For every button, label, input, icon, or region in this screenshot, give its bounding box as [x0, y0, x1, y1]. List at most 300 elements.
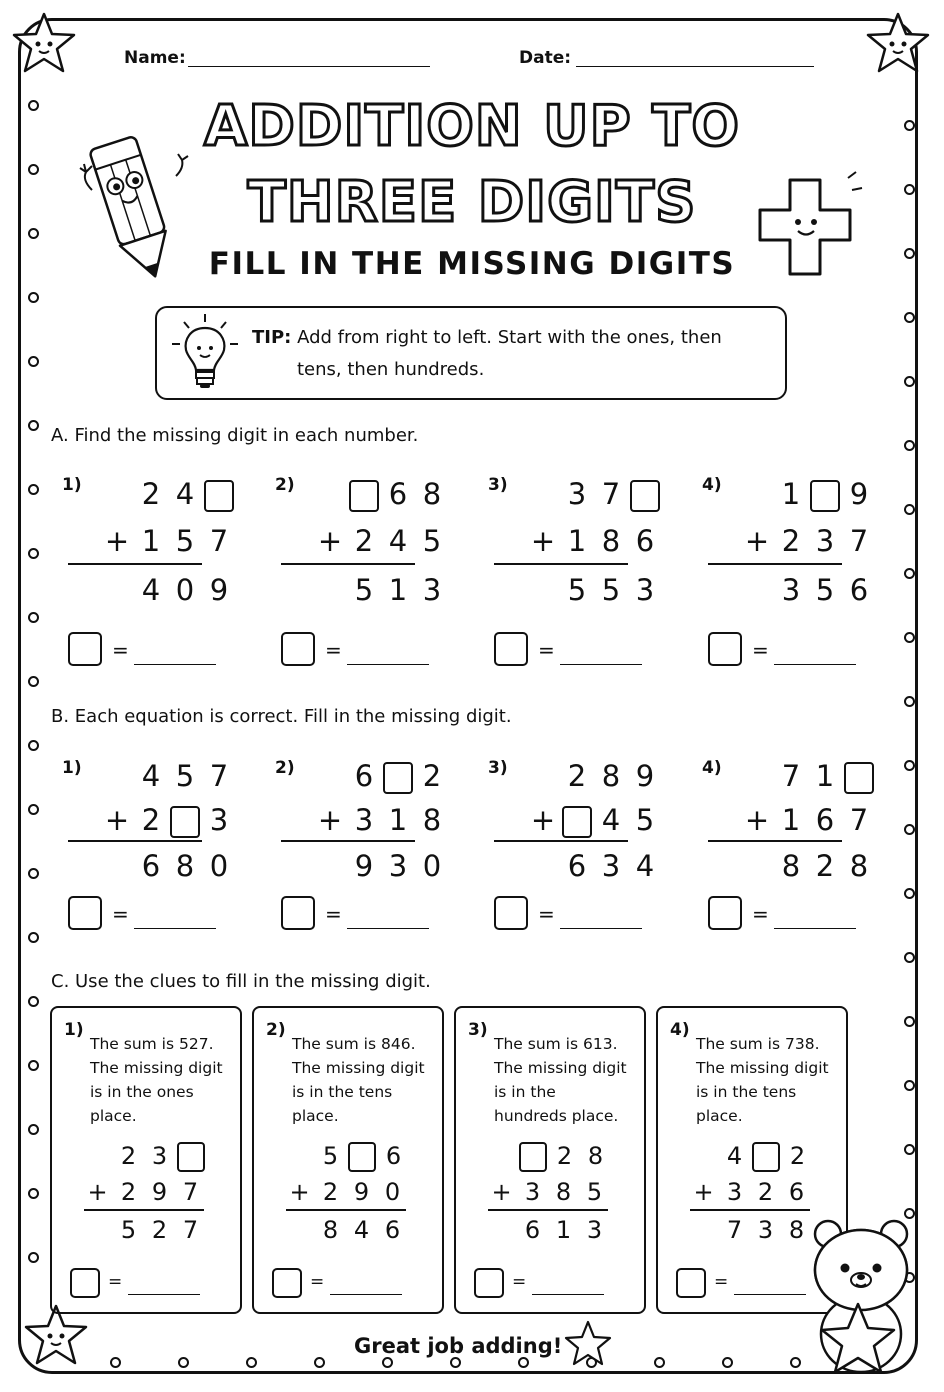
addition-problem	[313, 471, 449, 614]
digit: 9	[151, 1178, 168, 1206]
clue-line: place.	[292, 1107, 339, 1125]
digit: 2	[781, 524, 801, 558]
plus-sign: +	[744, 524, 770, 558]
plus-sign: +	[491, 1178, 512, 1206]
answer-box[interactable]	[494, 896, 528, 930]
missing-digit-box[interactable]	[348, 1142, 376, 1172]
answer-line[interactable]	[774, 664, 856, 665]
problem-number: 3)	[468, 1020, 488, 1040]
equals-sign: =	[325, 902, 342, 926]
star-outline-icon	[562, 1318, 614, 1370]
equals-sign: =	[108, 1272, 123, 1292]
answer-box[interactable]	[708, 896, 742, 930]
answer-line[interactable]	[560, 664, 642, 665]
sum-line	[68, 563, 202, 565]
answer-box[interactable]	[676, 1268, 706, 1298]
addend-number	[688, 1174, 813, 1210]
problem-number: 4)	[702, 758, 722, 778]
digit: 1	[555, 1216, 572, 1244]
digit: 7	[601, 477, 621, 511]
border-dot	[904, 824, 915, 835]
digit: 0	[422, 849, 442, 883]
digit: 5	[601, 573, 621, 607]
border-dot	[904, 696, 915, 707]
digit: 7	[781, 759, 801, 793]
section-c-title: C. Use the clues to fill in the missing digit.	[51, 971, 431, 992]
digit: 2	[141, 477, 161, 511]
digit: 4	[175, 477, 195, 511]
digit: 8	[422, 477, 442, 511]
sum-line	[286, 1209, 406, 1211]
sum-line	[690, 1209, 810, 1211]
digit: 2	[567, 759, 587, 793]
digit: 1	[781, 477, 801, 511]
border-dot	[246, 1357, 257, 1368]
answer-line[interactable]	[347, 928, 429, 929]
addition-problem	[688, 1138, 813, 1248]
clue-line: The missing digit	[696, 1059, 829, 1077]
top-number	[740, 754, 876, 798]
digit: 8	[322, 1216, 339, 1244]
answer-box[interactable]	[70, 1268, 100, 1298]
digit: 3	[524, 1178, 541, 1206]
digit: 4	[601, 803, 621, 837]
missing-digit-box[interactable]	[630, 480, 660, 512]
top-number	[526, 754, 662, 798]
top-number	[313, 754, 449, 798]
sum-number	[313, 844, 449, 888]
equals-sign: =	[512, 1272, 527, 1292]
answer-box[interactable]	[68, 896, 102, 930]
digit: 2	[120, 1142, 137, 1170]
digit: 1	[388, 803, 408, 837]
lightbulb-icon	[170, 312, 240, 394]
footer-text: Great job adding!	[354, 1334, 563, 1358]
sum-line	[281, 840, 415, 842]
digit: 6	[384, 1216, 401, 1244]
name-label: Name:	[124, 48, 186, 68]
border-dot	[28, 1252, 39, 1263]
sum-number	[526, 844, 662, 888]
digit: 6	[635, 524, 655, 558]
digit: 7	[209, 524, 229, 558]
problem-number: 3)	[488, 475, 508, 495]
addition-problem	[313, 754, 449, 888]
addend-number	[526, 798, 662, 842]
digit: 3	[781, 573, 801, 607]
tip-box	[155, 306, 787, 400]
digit: 5	[354, 573, 374, 607]
digit: 6	[354, 759, 374, 793]
sum-number	[313, 567, 449, 614]
digit: 4	[353, 1216, 370, 1244]
digit: 3	[726, 1178, 743, 1206]
border-dot	[722, 1357, 733, 1368]
digit: 6	[815, 803, 835, 837]
addend-number	[740, 518, 876, 565]
border-dot	[518, 1357, 529, 1368]
border-dot	[904, 1080, 915, 1091]
answer-line[interactable]	[134, 928, 216, 929]
clue-text	[494, 1032, 627, 1128]
border-dot	[450, 1357, 461, 1368]
top-number	[82, 1138, 207, 1174]
equals-sign: =	[310, 1272, 325, 1292]
border-dot	[314, 1357, 325, 1368]
digit: 5	[567, 573, 587, 607]
digit: 2	[141, 803, 161, 837]
border-dot	[28, 612, 39, 623]
title-line-2: THREE DIGITS	[247, 170, 697, 235]
equals-sign: =	[752, 902, 769, 926]
missing-digit-box[interactable]	[177, 1142, 205, 1172]
digit: 0	[384, 1178, 401, 1206]
top-number	[526, 471, 662, 518]
clue-text	[292, 1032, 425, 1128]
border-dot	[904, 760, 915, 771]
border-dot	[178, 1357, 189, 1368]
equals-sign: =	[112, 902, 129, 926]
digit: 3	[422, 573, 442, 607]
digit: 7	[209, 759, 229, 793]
sum-line	[494, 563, 628, 565]
clue-line: is in the tens	[696, 1083, 797, 1101]
border-dot	[904, 312, 915, 323]
top-number	[100, 471, 236, 518]
clue-text	[90, 1032, 223, 1128]
border-dot	[904, 568, 915, 579]
top-number	[313, 471, 449, 518]
digit: 6	[849, 573, 869, 607]
plus-sign: +	[104, 803, 130, 837]
clue-line: is in the tens	[292, 1083, 393, 1101]
clue-line: hundreds place.	[494, 1107, 619, 1125]
problem-number: 1)	[62, 475, 82, 495]
digit: 8	[555, 1178, 572, 1206]
star-face-icon	[862, 8, 934, 80]
digit: 3	[586, 1216, 603, 1244]
border-dot	[904, 632, 915, 643]
digit: 5	[322, 1142, 339, 1170]
digit: 2	[120, 1178, 137, 1206]
answer-line[interactable]	[128, 1294, 200, 1295]
problem-number: 4)	[702, 475, 722, 495]
digit: 2	[354, 524, 374, 558]
missing-digit-box[interactable]	[170, 806, 200, 838]
border-dot	[110, 1357, 121, 1368]
clue-text	[696, 1032, 829, 1128]
answer-line[interactable]	[734, 1294, 806, 1295]
clue-line: The missing digit	[292, 1059, 425, 1077]
tip-label: TIP:	[252, 327, 292, 348]
digit: 3	[815, 524, 835, 558]
digit: 8	[175, 849, 195, 883]
sum-line	[84, 1209, 204, 1211]
plus-sign: +	[530, 524, 556, 558]
equals-sign: =	[112, 638, 129, 662]
section-a-title: A. Find the missing digit in each number.	[51, 425, 419, 446]
date-label: Date:	[519, 48, 572, 68]
border-dot	[28, 868, 39, 879]
answer-box[interactable]	[494, 632, 528, 666]
digit: 2	[322, 1178, 339, 1206]
sum-number	[100, 844, 236, 888]
digit: 1	[141, 524, 161, 558]
missing-digit-box[interactable]	[204, 480, 234, 512]
problem-number: 2)	[266, 1020, 286, 1040]
border-dot	[28, 1124, 39, 1135]
answer-line[interactable]	[134, 664, 216, 665]
border-dot	[28, 676, 39, 687]
border-dot	[904, 1016, 915, 1027]
digit: 8	[601, 524, 621, 558]
border-dot	[28, 996, 39, 1007]
top-number	[688, 1138, 813, 1174]
digit: 3	[635, 573, 655, 607]
plus-sign: +	[87, 1178, 108, 1206]
sum-number	[82, 1212, 207, 1248]
plus-sign: +	[693, 1178, 714, 1206]
digit: 7	[849, 803, 869, 837]
sum-number	[486, 1212, 611, 1248]
tip-line-1: Add from right to left. Start with the ones, then	[297, 327, 722, 348]
addition-problem	[526, 754, 662, 888]
top-number	[100, 754, 236, 798]
digit: 2	[422, 759, 442, 793]
digit: 8	[849, 849, 869, 883]
problem-number: 3)	[488, 758, 508, 778]
answer-line[interactable]	[330, 1294, 402, 1295]
name-line[interactable]	[188, 66, 430, 67]
border-dot	[28, 420, 39, 431]
addend-number	[526, 518, 662, 565]
digit: 6	[524, 1216, 541, 1244]
addition-problem	[740, 754, 876, 888]
digit: 2	[556, 1142, 573, 1170]
digit: 4	[141, 759, 161, 793]
addition-problem	[82, 1138, 207, 1248]
border-dot	[904, 952, 915, 963]
border-dot	[28, 740, 39, 751]
digit: 5	[120, 1216, 137, 1244]
subtitle: FILL IN THE MISSING DIGITS	[208, 246, 736, 282]
clue-line: place.	[90, 1107, 137, 1125]
addend-number	[313, 798, 449, 842]
digit: 1	[388, 573, 408, 607]
digit: 5	[815, 573, 835, 607]
digit: 3	[209, 803, 229, 837]
top-number	[486, 1138, 611, 1174]
digit: 7	[849, 524, 869, 558]
answer-line[interactable]	[532, 1294, 604, 1295]
equals-sign: =	[325, 638, 342, 662]
digit: 8	[788, 1216, 805, 1244]
plus-sign: +	[289, 1178, 310, 1206]
equals-sign: =	[538, 638, 555, 662]
missing-digit-box[interactable]	[349, 480, 379, 512]
pencil-character-icon	[72, 120, 192, 290]
border-dot	[28, 484, 39, 495]
digit: 0	[175, 573, 195, 607]
sum-line	[708, 563, 842, 565]
answer-box[interactable]	[272, 1268, 302, 1298]
digit: 3	[354, 803, 374, 837]
tip-line-2: tens, then hundreds.	[297, 359, 485, 380]
answer-line[interactable]	[347, 664, 429, 665]
bear-with-star-icon	[800, 1212, 926, 1378]
clue-line: is in the	[494, 1083, 556, 1101]
plus-sign: +	[530, 803, 556, 837]
digit: 6	[141, 849, 161, 883]
digit: 5	[586, 1178, 603, 1206]
missing-digit-box[interactable]	[519, 1142, 547, 1172]
border-dot	[654, 1357, 665, 1368]
clue-line: place.	[696, 1107, 743, 1125]
digit: 2	[151, 1216, 168, 1244]
digit: 4	[388, 524, 408, 558]
digit: 7	[182, 1178, 199, 1206]
digit: 4	[635, 849, 655, 883]
border-dot	[904, 504, 915, 515]
digit: 1	[815, 759, 835, 793]
border-dot	[904, 376, 915, 387]
border-dot	[28, 804, 39, 815]
sum-line	[488, 1209, 608, 1211]
problem-number: 4)	[670, 1020, 690, 1040]
digit: 9	[354, 849, 374, 883]
sum-number	[688, 1212, 813, 1248]
addend-number	[486, 1174, 611, 1210]
addend-number	[100, 518, 236, 565]
digit: 5	[635, 803, 655, 837]
border-dot	[28, 356, 39, 367]
star-face-icon	[8, 8, 80, 80]
border-dot	[28, 548, 39, 559]
border-dot	[904, 888, 915, 899]
date-line[interactable]	[576, 66, 814, 67]
equals-sign: =	[714, 1272, 729, 1292]
section-b-title: B. Each equation is correct. Fill in the missing digit.	[51, 706, 512, 727]
missing-digit-box[interactable]	[810, 480, 840, 512]
digit: 6	[385, 1142, 402, 1170]
addend-number	[100, 798, 236, 842]
sum-line	[708, 840, 842, 842]
digit: 3	[567, 477, 587, 511]
addend-number	[284, 1174, 409, 1210]
answer-line[interactable]	[774, 928, 856, 929]
digit: 9	[209, 573, 229, 607]
digit: 4	[726, 1142, 743, 1170]
top-number	[284, 1138, 409, 1174]
sum-line	[281, 563, 415, 565]
top-number	[740, 471, 876, 518]
digit: 1	[781, 803, 801, 837]
clue-line: The missing digit	[90, 1059, 223, 1077]
digit: 6	[567, 849, 587, 883]
answer-box[interactable]	[281, 632, 315, 666]
answer-box[interactable]	[68, 632, 102, 666]
missing-digit-box[interactable]	[383, 762, 413, 794]
plus-sign: +	[104, 524, 130, 558]
border-dot	[28, 1060, 39, 1071]
answer-box[interactable]	[281, 896, 315, 930]
clue-line: The sum is 846.	[292, 1035, 416, 1053]
title-line-1: ADDITION UP TO	[204, 94, 740, 159]
digit: 8	[587, 1142, 604, 1170]
digit: 9	[353, 1178, 370, 1206]
digit: 2	[789, 1142, 806, 1170]
digit: 7	[726, 1216, 743, 1244]
clue-line: The sum is 527.	[90, 1035, 214, 1053]
missing-digit-box[interactable]	[562, 806, 592, 838]
digit: 5	[175, 759, 195, 793]
digit: 3	[388, 849, 408, 883]
missing-digit-box[interactable]	[752, 1142, 780, 1172]
plus-sign: +	[317, 524, 343, 558]
plus-character-icon	[752, 170, 864, 290]
sum-number	[284, 1212, 409, 1248]
addition-problem	[100, 754, 236, 888]
addend-number	[313, 518, 449, 565]
addition-problem	[100, 471, 236, 614]
answer-box[interactable]	[708, 632, 742, 666]
clue-line: The sum is 613.	[494, 1035, 618, 1053]
sum-number	[740, 844, 876, 888]
addend-number	[740, 798, 876, 842]
border-dot	[904, 440, 915, 451]
digit: 8	[781, 849, 801, 883]
sum-number	[100, 567, 236, 614]
plus-sign: +	[744, 803, 770, 837]
border-dot	[28, 932, 39, 943]
answer-box[interactable]	[474, 1268, 504, 1298]
digit: 0	[209, 849, 229, 883]
digit: 2	[815, 849, 835, 883]
problem-number: 2)	[275, 475, 295, 495]
clue-line: The missing digit	[494, 1059, 627, 1077]
addition-problem	[740, 471, 876, 614]
sum-number	[526, 567, 662, 614]
addition-problem	[526, 471, 662, 614]
sum-line	[494, 840, 628, 842]
addend-number	[82, 1174, 207, 1210]
border-dot	[382, 1357, 393, 1368]
border-dot	[904, 1144, 915, 1155]
digit: 9	[849, 477, 869, 511]
sum-number	[740, 567, 876, 614]
digit: 5	[175, 524, 195, 558]
addition-problem	[486, 1138, 611, 1248]
digit: 7	[182, 1216, 199, 1244]
digit: 2	[757, 1178, 774, 1206]
sum-line	[68, 840, 202, 842]
problem-number: 1)	[62, 758, 82, 778]
plus-sign: +	[317, 803, 343, 837]
equals-sign: =	[538, 902, 555, 926]
digit: 5	[422, 524, 442, 558]
answer-line[interactable]	[560, 928, 642, 929]
problem-number: 1)	[64, 1020, 84, 1040]
digit: 1	[567, 524, 587, 558]
border-dot	[28, 1188, 39, 1199]
digit: 4	[141, 573, 161, 607]
digit: 3	[757, 1216, 774, 1244]
missing-digit-box[interactable]	[844, 762, 874, 794]
clue-line: The sum is 738.	[696, 1035, 820, 1053]
digit: 9	[635, 759, 655, 793]
equals-sign: =	[752, 638, 769, 662]
border-dot	[28, 292, 39, 303]
